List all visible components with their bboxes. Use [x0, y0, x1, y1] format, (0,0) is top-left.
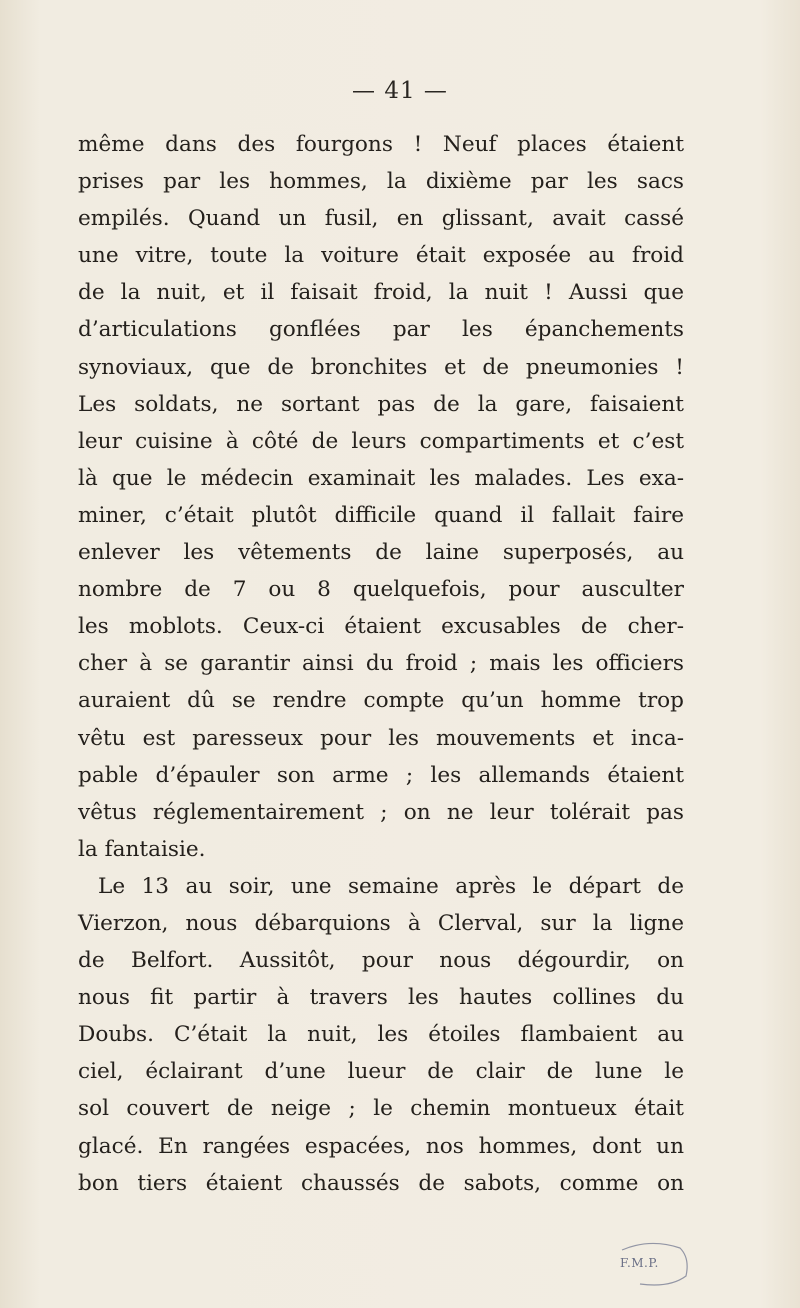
text-line: là que le médecin examinait les malades. Les exa-	[78, 465, 684, 491]
text-line: même dans des fourgons ! Neuf places étaient	[78, 132, 684, 157]
text-line: enlever les vêtements de laine superposés, au	[78, 540, 684, 566]
text-line: bon tiers étaient chaussés de sabots, comme on	[78, 1170, 684, 1196]
text-line: une vitre, toute la voiture était exposée au froid	[78, 243, 684, 269]
page-number: — 41 —	[352, 78, 448, 104]
text-line: les moblots. Ceux-ci étaient excusables de cher-	[78, 614, 684, 640]
text-line: leur cuisine à côté de leurs compartiments et c’est	[78, 428, 684, 454]
text-line: vêtu est paresseux pour les mouvements et inca-	[78, 725, 684, 751]
text-line: auraient dû se rendre compte qu’un homme trop	[78, 688, 684, 714]
text-line: cher à se garantir ainsi du froid ; mais les officiers	[78, 651, 684, 677]
text-line: Les soldats, ne sortant pas de la gare, faisaient	[78, 391, 684, 417]
text-line: Le 13 au soir, une semaine après le départ de	[98, 873, 684, 899]
text-line: miner, c’était plutôt difficile quand il fallait faire	[78, 502, 684, 528]
text-line: prises par les hommes, la dixième par les sacs	[78, 169, 684, 195]
text-line: Doubs. C’était la nuit, les étoiles flambaient au	[78, 1022, 684, 1048]
text-line: sol couvert de neige ; le chemin montueux était	[78, 1096, 684, 1122]
text-line: synoviaux, que de bronchites et de pneumonies !	[78, 354, 684, 380]
body-text	[78, 126, 684, 1202]
text-line: empilés. Quand un fusil, en glissant, avait cassé	[78, 206, 684, 232]
text-line: d’articulations gonflées par les épanchements	[78, 317, 684, 343]
text-line: glacé. En rangées espacées, nos hommes, dont un	[78, 1133, 684, 1159]
text-line: pable d’épauler son arme ; les allemands étaient	[78, 762, 684, 788]
text-line: de la nuit, et il faisait froid, la nuit ! Aussi que	[78, 280, 684, 306]
text-line: Vierzon, nous débarquions à Clerval, sur la ligne	[78, 910, 684, 936]
library-stamp	[610, 1236, 700, 1292]
text-line: nous fit partir à travers les hautes collines du	[78, 985, 684, 1011]
text-line: de Belfort. Aussitôt, pour nous dégourdir, on	[78, 948, 684, 974]
text-line: nombre de 7 ou 8 quelquefois, pour ausculter	[78, 577, 684, 603]
text-line: ciel, éclairant d’une lueur de clair de lune le	[78, 1059, 684, 1085]
stamp-text: F.M.P.	[620, 1256, 659, 1270]
text-line: vêtus réglementairement ; on ne leur tolérait pas	[78, 799, 684, 825]
text-line: la fantaisie.	[78, 836, 206, 862]
